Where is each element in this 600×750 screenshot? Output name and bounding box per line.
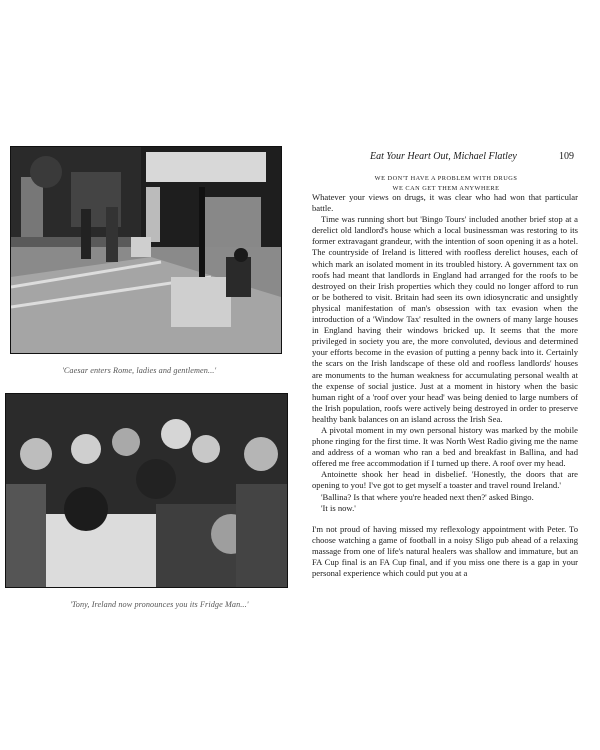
paragraph: 'Ballina? Is that where you're headed next then?' asked Bingo. [321, 491, 534, 502]
paragraph: Whatever your views on drugs, it was clear who had won that particular battle. [312, 192, 578, 214]
paragraph: 'It is now.' [321, 502, 356, 513]
paragraph: Antoinette shook her head in disbelief. 'Honestly, the doors that are opening to you! I've got to get myself a toaster and travel round Ireland.' [312, 469, 578, 491]
paragraph: Time was running short but 'Bingo Tours' included another brief stop at a derelict old landlord's house which a local businessman was restoring to its former extravagant grandeur, with the intention of soon opening it as a hotel. The countryside of Ireland is littered with roofless derelict houses, each of which mark an isolated moment in its troubled history. A government tax on roofs had meant that landlords in England had arranged for the roofs to be destroyed on their Irish properties which they could no longer afford to run or be bothered to visit. Britain had seen its own idiosyncratic and unsightly physical manifestation of man's obsession with tax evasion when the introduction of a 'Window Tax' resulted in the owners of many large houses in England having their windows bricked up. It seems that the more privileged in society you are, the more convoluted, devious and determined your efforts become in the evasion of putting a penny back into it. Certainly the scars on the Irish landscape of these old and roofless landlords' houses are monuments to the human weakness for accumulating personal wealth at the expense of social justice. Just at a moment in history when the basic human right of a 'roof over your head' was being denied to large numbers of the Irish population, roofs were actively being destroyed in order to preserve healthy bank balances on an island across the Irish Sea. [312, 214, 578, 424]
paragraph: I'm not proud of having missed my reflexology appointment with Peter. To choose watching a game of football in a noisy Sligo pub ahead of a relaxing massage from one of life's natural healers was shallow and immature, but an FA Cup final is an FA Cup final, and if you miss one there is a gap in your personal experience which could put you at a [312, 523, 578, 579]
section-heading: WE DON'T HAVE A PROBLEM WITH DRUGS [374, 175, 518, 182]
body-text [312, 192, 578, 579]
street-scene-photo [10, 146, 282, 354]
paragraph: A pivotal moment in my own personal history was marked by the mobile phone ringing for the first time. It was North West Radio giving me the name and address of a woman who ran a bed and breakfast in Ballina, and had offered me free accommodation if I turned up there. A roof over my head. [312, 424, 578, 469]
page-number: 109 [559, 151, 574, 162]
photo-caption: 'Caesar enters Rome, ladies and gentlemen...' [62, 366, 217, 375]
section-heading: WE CAN GET THEM ANYWHERE [392, 185, 500, 192]
running-head-title: Eat Your Heart Out, Michael Flatley [370, 151, 517, 162]
crowd-photo [5, 393, 288, 588]
photo-caption: 'Tony, Ireland now pronounces you its Fridge Man...' [70, 600, 249, 609]
